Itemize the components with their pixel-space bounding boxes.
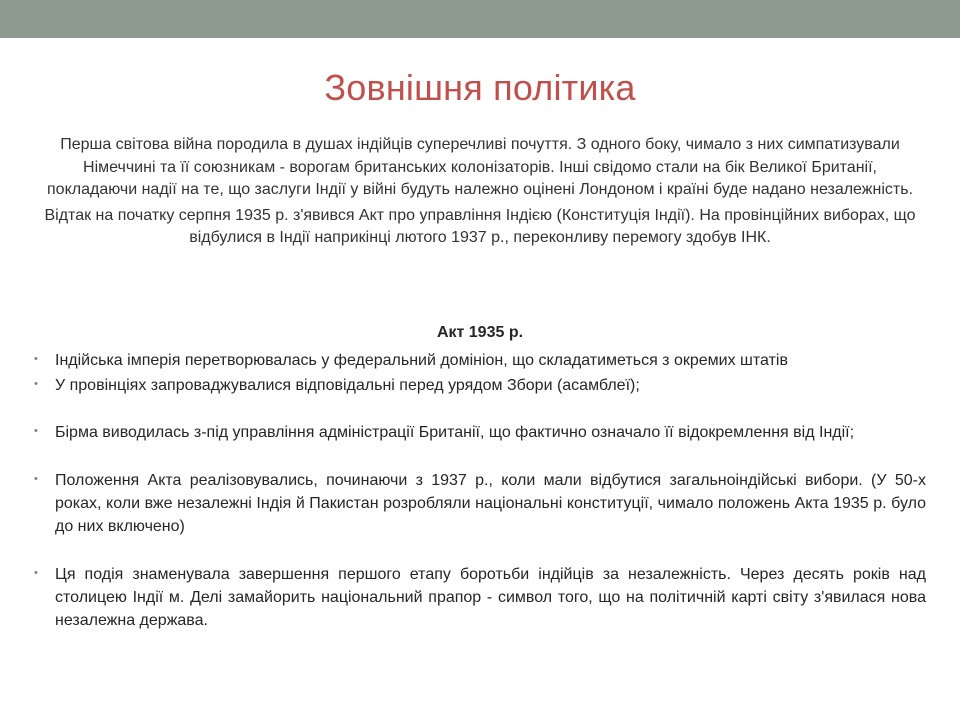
bullet-text: Ця подія знаменувала завершення першого етапу боротьби індійців за незалежність. Через десять років над столицею Індії м. Делі замайорить національний прапор - символ того, що на політичній карті світу з'явилася нова незалежна держава. [55, 566, 926, 629]
bullet-list [34, 346, 926, 632]
bullet-text: У провінціях запроваджувалися відповідальні перед урядом Збори (асамблеї); [55, 377, 640, 394]
intro-text [40, 134, 920, 253]
bullet-item [34, 349, 926, 372]
bullet-dot-icon: • [34, 425, 38, 437]
bullet-dot-icon: • [34, 353, 38, 365]
bullet-item [34, 469, 926, 538]
bullet-text: Бірма виводилась з-під управління адміністрації Британії, що фактично означало її відокремлення від Індії; [55, 424, 855, 441]
bullet-dot-icon: • [34, 378, 38, 390]
bullet-item [34, 421, 926, 444]
act-heading: Акт 1935 р. [436, 324, 524, 341]
intro-paragraph-1: Перша світова війна породила в душах індійців суперечливі почуття. З одного боку, чимало з них симпатизували Німеччині та її союзникам - ворогам британських колонізаторів. Інші свідомо стали на бік Великої Британії, покладаючи надії на те, що заслуги Індії у війні будуть належно оцінені Лондоном і країні буде надано незалежність. [47, 136, 913, 198]
slide-title: Зовнішня політика [324, 67, 636, 108]
bullet-item [34, 563, 926, 632]
bullet-text: Індійська імперія перетворювалась у федеральний домініон, що складатиметься з окремих штатів [55, 352, 788, 369]
intro-paragraph-2: Відтак на початку серпня 1935 р. з'явився Акт про управління Індією (Конституція Індії). На провінційних виборах, що відбулися в Індії наприкінці лютого 1937 р., переконливу перемогу здобув ІНК. [44, 206, 916, 246]
top-decorative-bar [0, 0, 960, 38]
bullet-text: Положення Акта реалізовувались, починаючи з 1937 р., коли мали відбутися загальноіндійські вибори. (У 50-х роках, коли вже незалежні Індія й Пакистан розробляли національні конституції, чимало положень Акта 1935 р. було до них включено) [55, 472, 926, 535]
bullet-dot-icon: • [34, 567, 38, 579]
bullet-item [34, 374, 926, 397]
bullet-dot-icon: • [34, 473, 38, 485]
